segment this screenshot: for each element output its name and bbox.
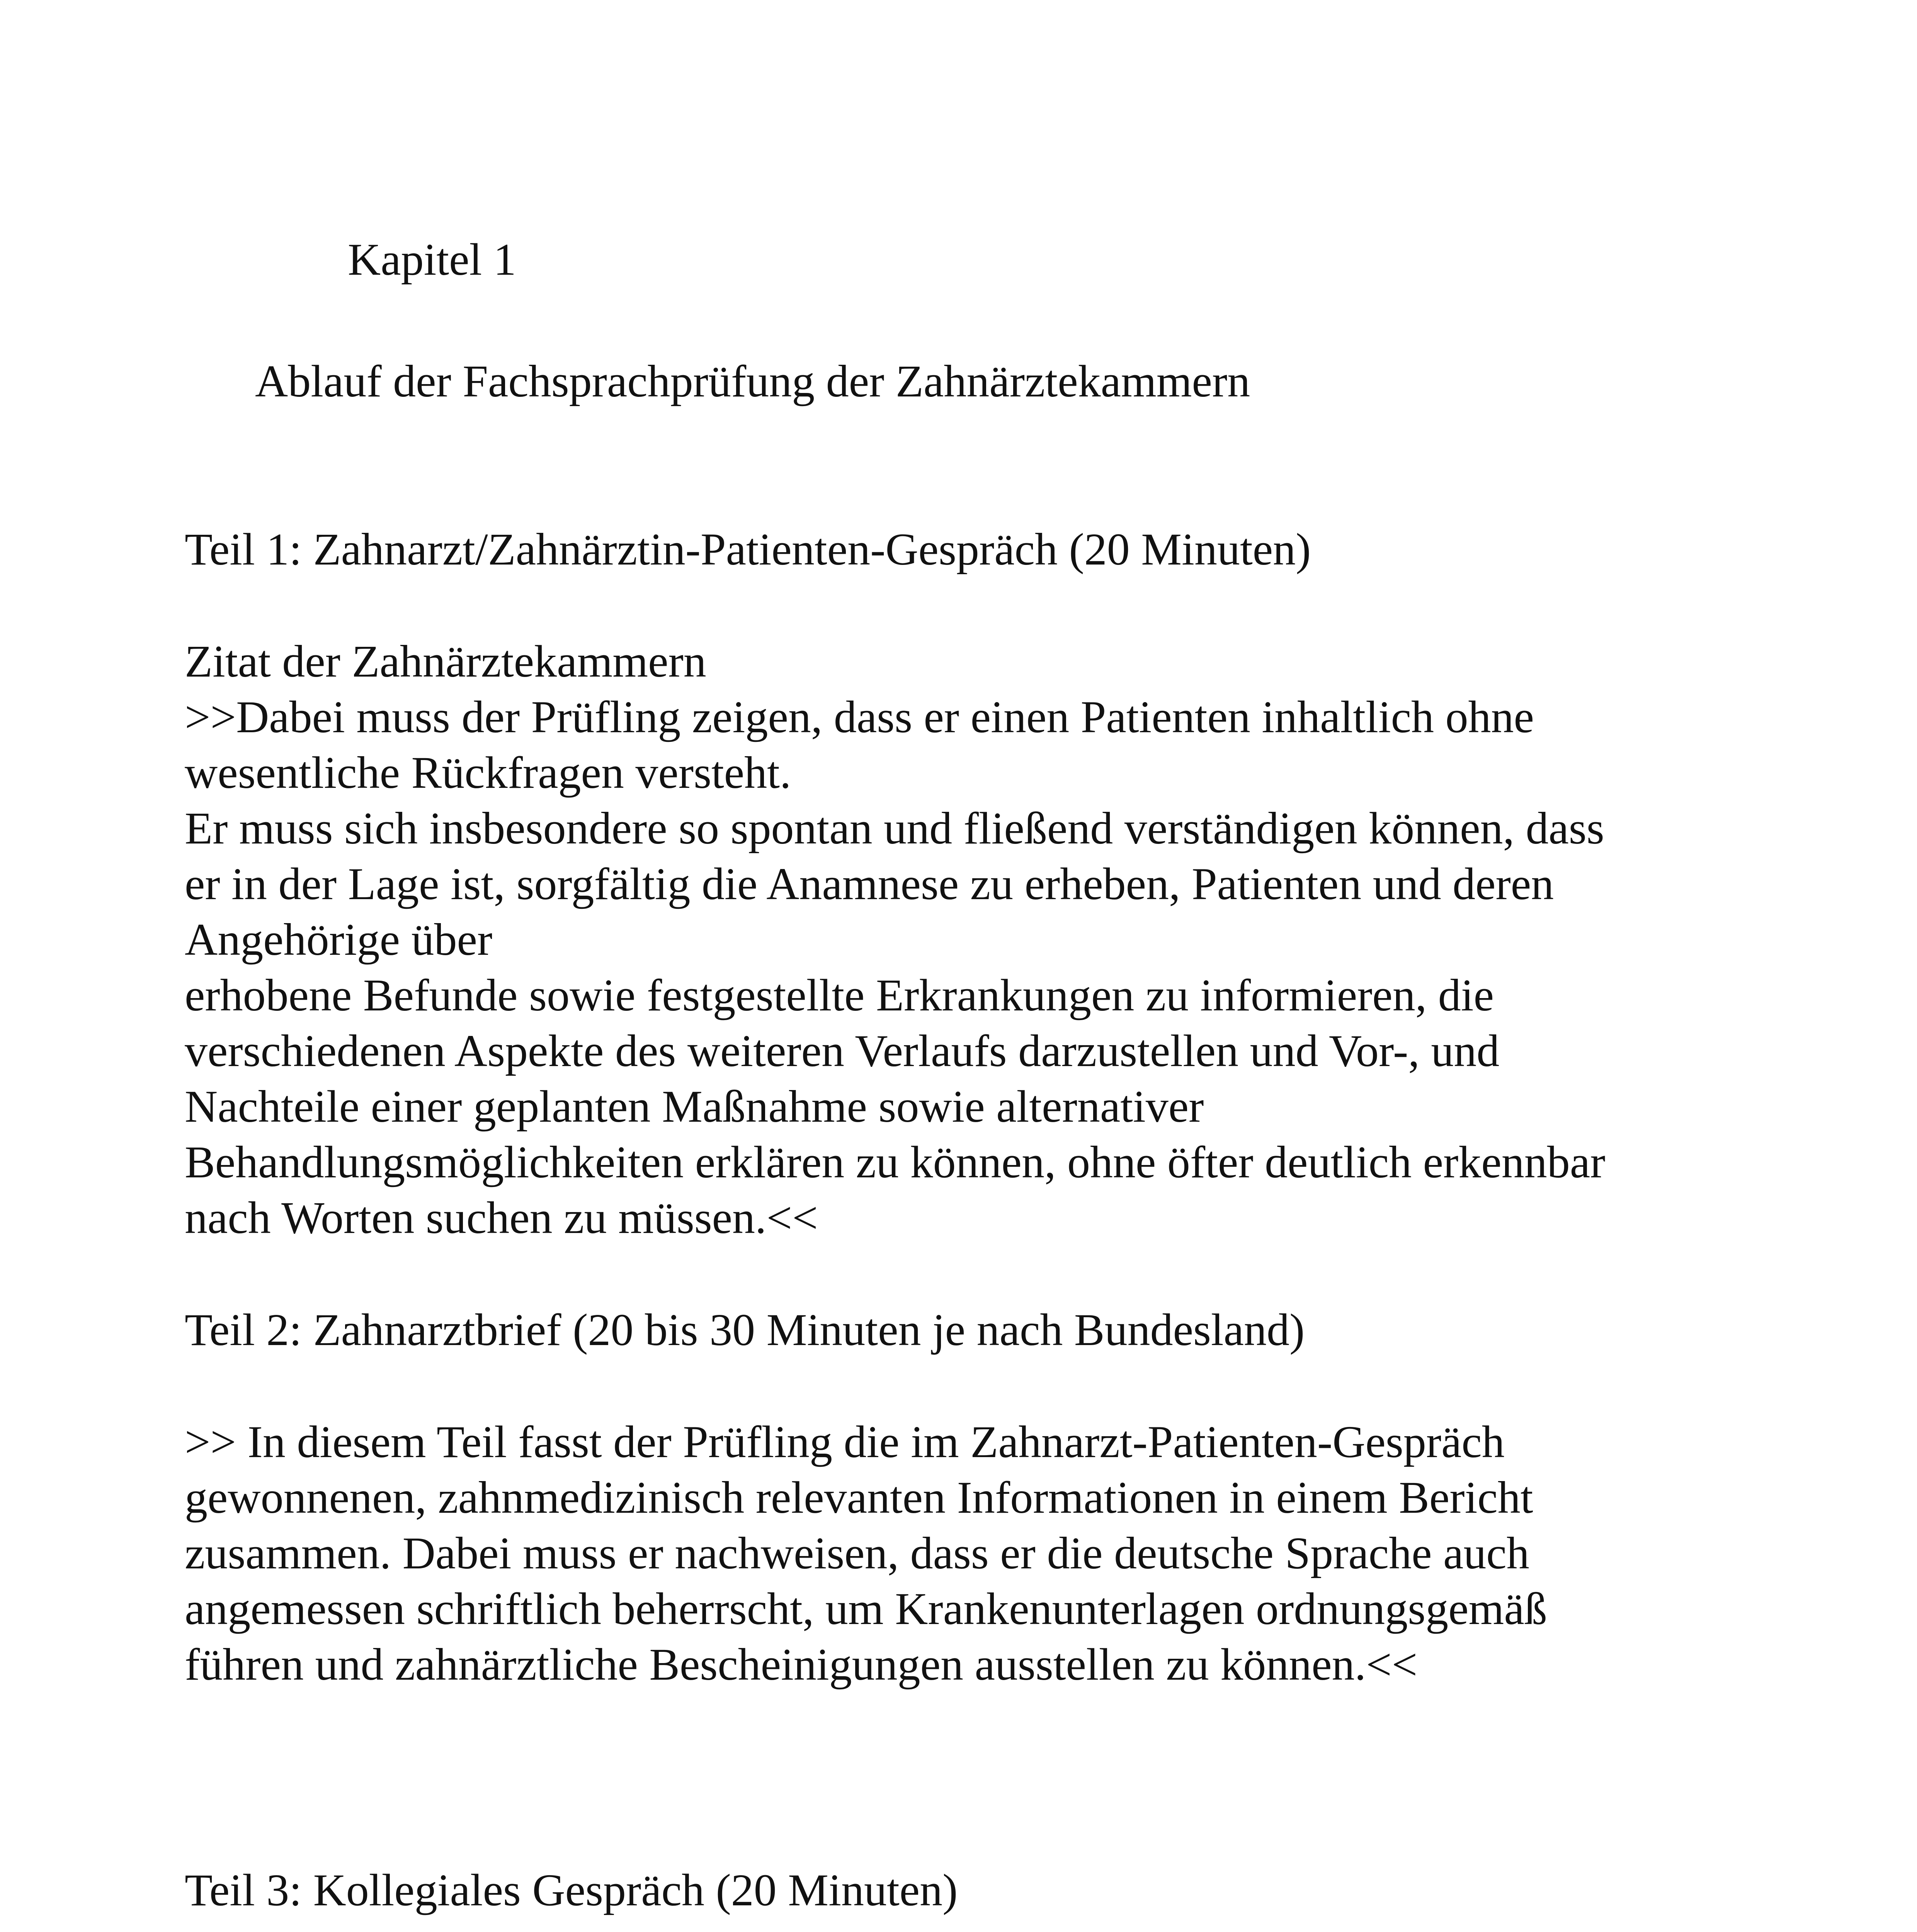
- quote-label: Zitat der Zahnärztekammern: [185, 636, 706, 687]
- paragraph-line: Behandlungsmöglichkeiten erklären zu können, ohne öfter deutlich erkennbar: [185, 1137, 1606, 1187]
- section-heading-part-2: Teil 2: Zahnarztbrief (20 bis 30 Minuten je nach Bundesland): [185, 1304, 1305, 1355]
- paragraph-line: Nachteile einer geplanten Maßnahme sowie alternativer: [185, 1081, 1204, 1132]
- paragraph-line: gewonnenen, zahnmedizinisch relevanten Informationen in einem Bericht: [185, 1472, 1533, 1523]
- page-title: Ablauf der Fachsprachprüfung der Zahnärztekammern: [255, 356, 1250, 406]
- paragraph-line: Angehörige über: [185, 914, 493, 965]
- paragraph-line: zusammen. Dabei muss er nachweisen, dass er die deutsche Sprache auch: [185, 1528, 1529, 1578]
- paragraph-line: führen und zahnärztliche Bescheinigungen ausstellen zu können.<<: [185, 1639, 1418, 1690]
- paragraph-line: verschiedenen Aspekte des weiteren Verlaufs darzustellen und Vor-, und: [185, 1026, 1500, 1076]
- paragraph-line: >> In diesem Teil fasst der Prüfling die im Zahnarzt-Patienten-Gespräch: [185, 1417, 1505, 1467]
- paragraph-line: angemessen schriftlich beherrscht, um Krankenunterlagen ordnungsgemäß: [185, 1583, 1547, 1634]
- paragraph-line: nach Worten suchen zu müssen.<<: [185, 1192, 818, 1243]
- section-heading-part-1: Teil 1: Zahnarzt/Zahnärztin-Patienten-Gespräch (20 Minuten): [185, 524, 1311, 575]
- section-heading-part-3: Teil 3: Kollegiales Gespräch (20 Minuten): [185, 1865, 958, 1915]
- paragraph-line: erhobene Befunde sowie festgestellte Erkrankungen zu informieren, die: [185, 970, 1494, 1020]
- paragraph-line: er in der Lage ist, sorgfältig die Anamnese zu erheben, Patienten und deren: [185, 859, 1554, 909]
- paragraph-line: >>Dabei muss der Prüfling zeigen, dass er einen Patienten inhaltlich ohne: [185, 692, 1534, 742]
- paragraph-line: wesentliche Rückfragen versteht.: [185, 747, 791, 798]
- paragraph-line: Er muss sich insbesondere so spontan und fließend verständigen können, dass: [185, 803, 1604, 854]
- chapter-heading: Kapitel 1: [348, 234, 516, 285]
